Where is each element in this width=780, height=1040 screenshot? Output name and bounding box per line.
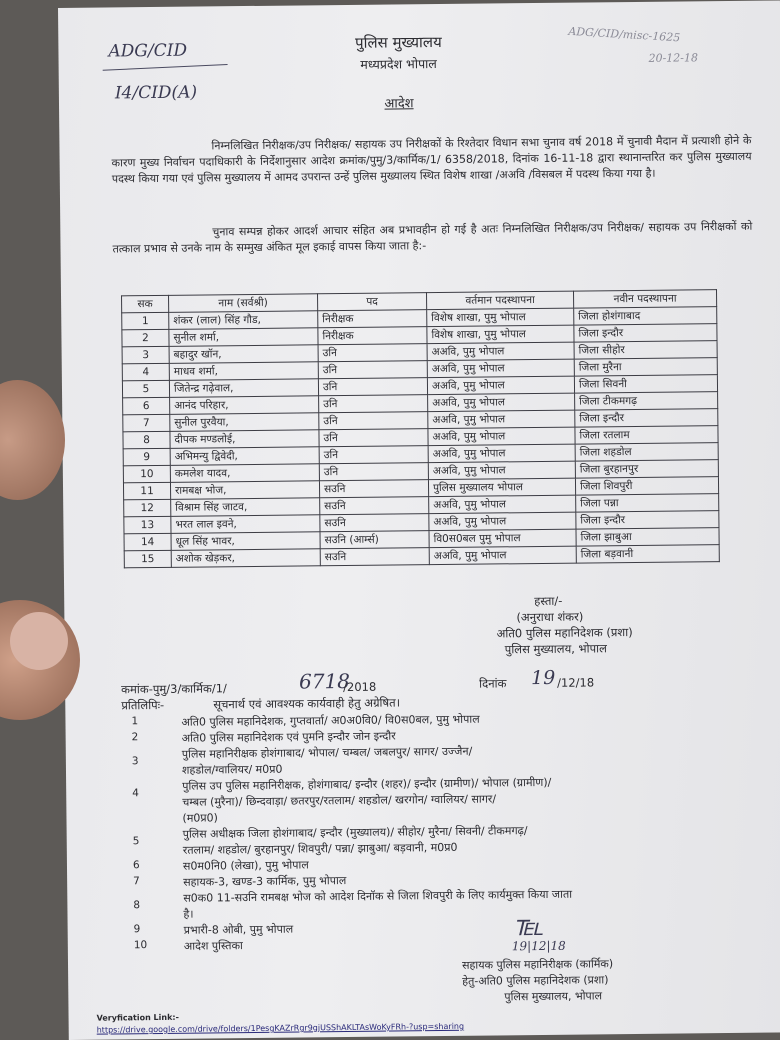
table-cell: सुनील शर्मा, [169,328,318,347]
table-cell: जिला मुरैना [574,358,717,376]
table-cell: उनि [319,429,428,447]
table-cell: निरीक्षक [318,310,427,328]
table-cell: 12 [124,499,171,516]
table-header-cell: वर्तमान पदस्थापना [427,291,574,310]
copy-number: 7 [133,875,140,888]
order-number-year: /2018 [343,679,377,695]
document-page [58,0,780,1040]
order-date-handwritten: 19 [530,666,556,690]
table-cell: जिला होशंगाबाद [574,307,717,325]
table-cell: दीपक मण्डलोई, [170,430,319,449]
table-cell: 13 [124,516,171,533]
handwritten-note-ref1: ADG/CID [108,40,188,62]
order-date-rest: /12/18 [557,675,595,690]
table-cell: कमलेश यादव, [170,464,319,483]
copy-number: 3 [131,755,139,768]
signature1-line1: हस्ता/- [534,593,563,609]
copy-line: सहायक-3, खण्ड-3 कार्मिक, पुमु भोपाल [183,874,347,889]
table-cell: शंकर (लाल) सिंह गौड, [169,311,318,330]
copy-number: 4 [132,787,139,800]
table-cell: 6 [123,397,170,414]
table-cell: जिला इन्दौर [575,409,718,427]
copy-number: 1 [131,715,139,728]
table-cell: जिला झाबुआ [576,528,719,546]
table-header-cell: नाम (सर्वश्री) [169,294,318,313]
table-cell: 10 [123,465,170,482]
copy-label: प्रतिलिपिः- [121,697,165,713]
finger-upper [0,380,65,500]
table-cell: अअवि, पुमु भोपाल [427,359,574,378]
body-paragraph-2: चुनाव सम्पन्न होकर आदर्श आचार संहित अब प्रभावहीन हो गई है अतः निम्नलिखित निरीक्षक/उप निरीक्षक/ सहायक उप निरीक्षकों को तत्काल प्रभाव से उनके नाम के सम्मुख अंकित मूल इकाई वापस किया जाता है:- [112,219,753,256]
table-cell: आनंद परिहार, [170,396,319,415]
handwritten-underline [103,64,228,71]
fingernail [10,612,68,670]
signature-date-handwritten: 19|12|18 [511,938,566,954]
table-cell: उनि [319,463,428,481]
copy-line: स0म0नि0 (लेखा), पुमु भोपाल [182,858,309,873]
copy-line: है। [183,907,194,921]
table-cell: धूल सिंह भावर, [171,532,320,551]
table-cell: 8 [123,431,170,448]
signature2-line1: सहायक पुलिस महानिरीक्षक (कार्मिक) [461,957,614,972]
signature1-line2: (अनुराधा शंकर) [516,609,584,625]
table-cell: 1 [122,312,169,329]
table-cell: उनि [318,378,427,396]
handwritten-note-date: 20-12-18 [648,51,699,65]
table-cell: अअवि, पुमु भोपाल [427,342,574,361]
copy-line: प्रभारी-8 ओबी, पुमु भोपाल [183,922,294,937]
table-cell: 14 [124,533,171,550]
handwritten-note-ref2: I4/CID(A) [114,82,198,104]
copy-line: अति0 पुलिस महानिदेशक, गुप्तवार्ता/ अ0अ0वि0/ वि0स0बल, पुमु भोपाल [181,712,480,729]
table-cell: 11 [123,482,170,499]
table-cell: भरत लाल इवने, [171,515,320,534]
body-paragraph-1: निम्नलिखित निरीक्षक/उप निरीक्षक/ सहायक उप निरीक्षकों के रिश्तेदार विधान सभा चुनाव वर्ष 2018 में चुनावी मैदान में प्रत्याशी होने के कारण मुख्य निर्वाचन पदाधिकारी के निर्देशानुसार आदेश क्रमांक/पुमु/3/कार्मिक/1/ 6358/2018, दिनांक 16-11-18 द्वारा स्थानान्तरित कर पुलिस मुख्यालय पदस्थ किया गया एवं पुलिस मुख्यालय में आमद उपरान्त उन्हें पुलिस मुख्यालय स्थित विशेष शाखा /अअवि /विसबल में पदस्थ किया गया है। [111,133,752,186]
table-cell: अअवि, पुमु भोपाल [428,410,575,429]
table-cell: सउनि [320,514,429,532]
table-cell: सउनि [320,548,429,566]
table-cell: अअवि, पुमु भोपाल [428,393,575,412]
order-number-prefix: कमांक-पुमु/3/कार्मिक/1/ [121,681,227,697]
table-cell: जिला बुरहानपुर [575,460,718,478]
copy-line: पुलिस अधीक्षक जिला होशंगाबाद/ इन्दौर (मुख्यालय)/ सीहोर/ मुरैना/ सिवनी/ टीकमगढ़/ [182,824,528,841]
handwritten-note-ref3: ADG/CID/misc-1625 [568,24,681,45]
table-cell: 15 [124,550,171,567]
table-cell: 2 [122,329,169,346]
copy-number: 10 [133,939,148,952]
table-cell: जिला टीकमगढ़ [575,392,718,410]
table-cell: जितेन्द्र गढ़ेवाल, [169,379,318,398]
signature2-line3: पुलिस मुख्यालय, भोपाल [504,989,603,1004]
table-cell: विशेष शाखा, पुमु भोपाल [427,325,574,344]
copy-line: स0क0 11-सउनि रामबक्ष भोज को आदेश दिनॉक से जिला शिवपुरी के लिए कार्यमुक्त किया जाता [183,887,573,905]
verification-label: Veryfication Link:- [96,1012,179,1023]
table-cell: सुनील पुरवैया, [170,413,319,432]
table-cell: अभिमन्यु द्विवेदी, [170,447,319,466]
table-cell: बहादुर खॉन, [169,345,318,364]
table-cell: विशेष शाखा, पुमु भोपाल [427,308,574,327]
table-cell: 5 [122,380,169,397]
table-cell: 7 [123,414,170,431]
table-cell: उनि [319,446,428,464]
table-cell: पुलिस मुख्यालय भोपाल [428,478,575,497]
table-header-cell: पद [318,293,427,311]
table-cell: जिला शिवपुरी [575,477,718,495]
table-cell: अअवि, पुमु भोपाल [428,444,575,463]
table-cell: जिला सीहोर [574,341,717,359]
table-cell: अअवि, पुमु भोपाल [429,546,576,565]
copy-number: 9 [133,923,141,936]
table-cell: अअवि, पुमु भोपाल [427,376,574,395]
signature1-line4: पुलिस मुख्यालय, भोपाल [504,641,607,657]
copy-line: पुलिस उप पुलिस महानिरीक्षक, होशंगाबाद/ इन्दौर (शहर)/ इन्दौर (ग्रामीण)/ भोपाल (ग्रामीण)/ [182,775,552,793]
table-cell: जिला रतलाम [575,426,718,444]
copy-line: अति0 पुलिस महानिदेशक एवं पुमनि इन्दौर जोन इन्दौर [181,729,396,745]
table-cell: 3 [122,346,169,363]
copy-number: 8 [133,899,141,912]
copy-line: रतलाम/ शहडोल/ बुरहानपुर/ शिवपुरी/ पन्ना/ झाबुआ/ बड़वानी, म0प्र0 [182,840,458,857]
table-cell: अशोक खेड़कर, [171,549,320,568]
signature1-line3: अति0 पुलिस महानिदेशक (प्रशा) [496,625,633,641]
page-title: आदेश [384,96,414,112]
copy-line: पुलिस महानिरीक्षक होशंगाबाद/ भोपाल/ चम्बल/ जबलपुर/ सागर/ उज्जैन/ [181,744,473,761]
table-cell: उनि [318,344,427,362]
table-cell: रामबक्ष भोज, [170,481,319,500]
transfer-table [121,289,720,568]
table-cell: अअवि, पुमु भोपाल [429,495,576,514]
table-cell: निरीक्षक [318,327,427,345]
table-cell: 9 [123,448,170,465]
table-cell: 4 [122,363,169,380]
copy-number: 2 [131,731,139,744]
copy-line: (म0प्र0) [182,811,218,825]
table-cell: उनि [319,395,428,413]
table-cell: अअवि, पुमु भोपाल [428,427,575,446]
table-cell: सउनि [319,480,428,498]
copy-line: शहडोल/ग्वालियर/ म0प्र0 [181,762,283,777]
header-line2: मध्यप्रदेश भोपाल [360,56,437,72]
table-cell: अअवि, पुमु भोपाल [429,512,576,531]
order-date-label: दिनांक [479,676,507,691]
table-cell: जिला इन्दौर [576,511,719,529]
table-cell: सउनि (आर्म्स) [320,531,429,549]
copy-line: चम्बल (मुरैना)/ छिन्दवाड़ा/ छतरपुर/रतलाम/ शहडोल/ खरगोन/ ग्वालियर/ सागर/ [182,792,497,809]
table-cell: जिला बड़वानी [576,545,719,563]
copy-number: 6 [132,859,140,872]
table-cell: सउनि [320,497,429,515]
table-header-cell: सक [122,295,169,312]
table-cell: जिला सिवनी [574,375,717,393]
table-cell: अअवि, पुमु भोपाल [428,461,575,480]
table-header-cell: नवीन पदस्थापना [573,290,716,308]
verification-link[interactable]: https://drive.google.com/drive/folders/1PesgKAZrRgr9gjUSShAKLTAsWoKyFRh-?usp=sharing [96,1021,465,1035]
copy-number: 5 [132,835,140,848]
table-cell: जिला इन्दौर [574,324,717,342]
signature2-line2: हेतु-अति0 पुलिस महानिदेशक (प्रशा) [462,973,609,988]
table-cell: उनि [318,361,427,379]
table-cell: विश्राम सिंह जाटव, [171,498,320,517]
header-line1: पुलिस मुख्यालय [354,32,442,52]
table-cell: माधव शर्मा, [169,362,318,381]
signature-scribble: ℡ [513,908,544,943]
table-cell: जिला पन्ना [576,494,719,512]
table-cell: उनि [319,412,428,430]
table-cell: वि0स0बल पुमु भोपाल [429,529,576,548]
table-cell: जिला शहडोल [575,443,718,461]
copy-line: आदेश पुस्तिका [183,939,243,953]
copy-intro: सूचनार्थ एवं आवश्यक कार्यवाही हेतु अग्रेषित। [213,695,401,712]
order-number-handwritten: 6718 [298,668,351,694]
